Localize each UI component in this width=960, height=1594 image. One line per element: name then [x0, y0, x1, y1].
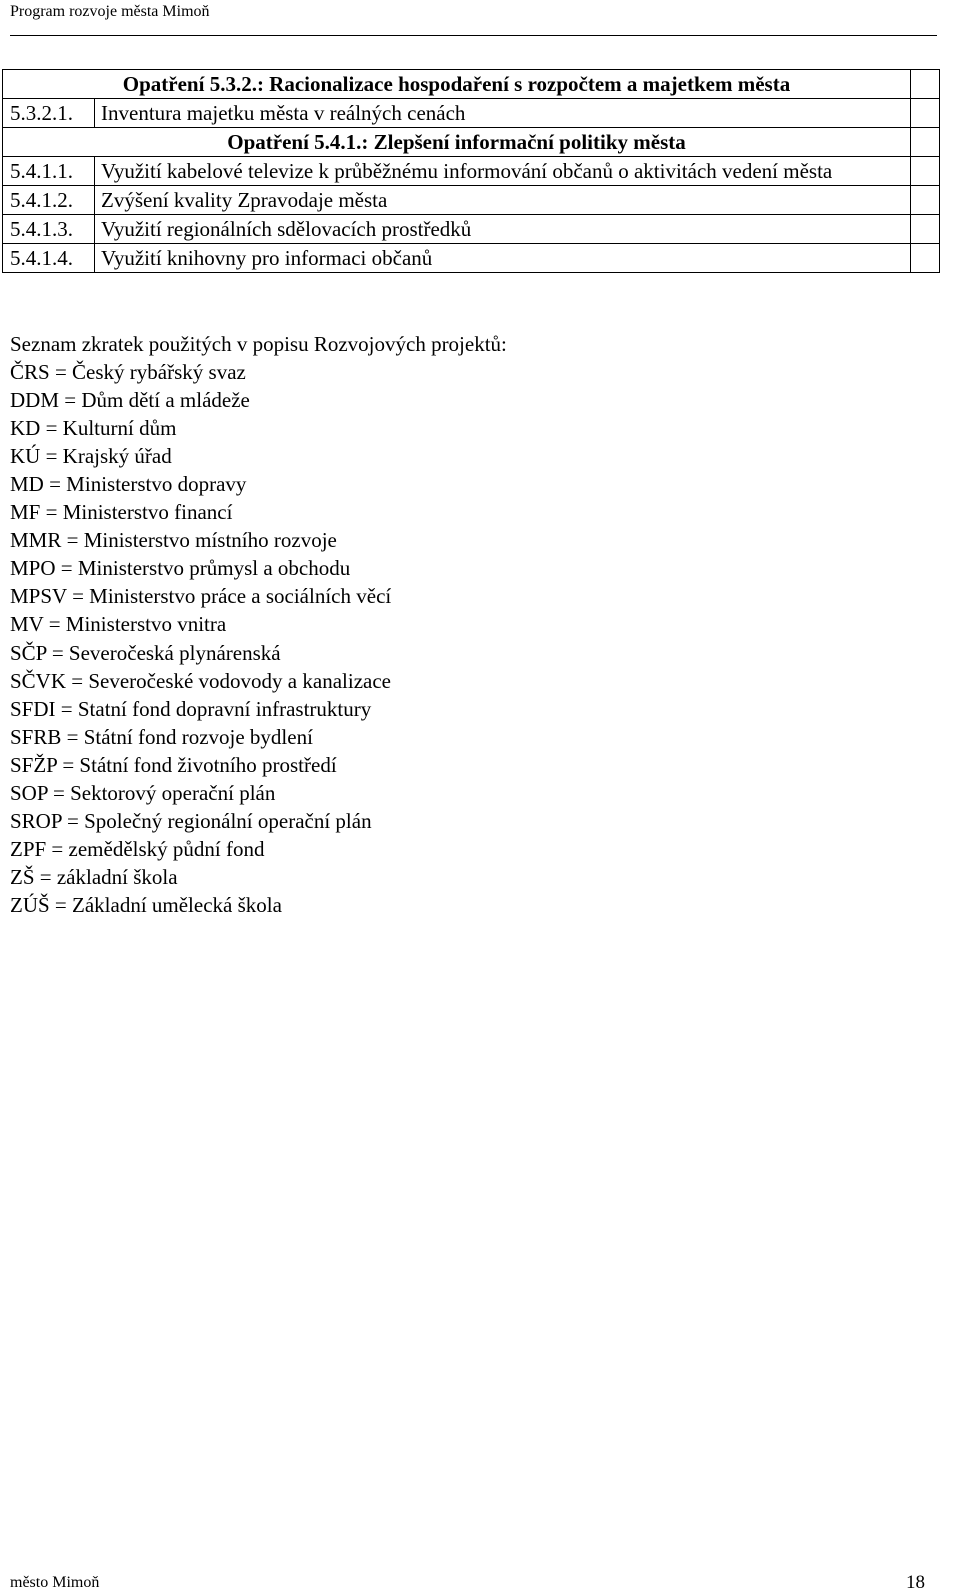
- abbreviation-item: ZÚŠ = Základní umělecká škola: [10, 892, 282, 917]
- project-code: 5.4.1.4.: [3, 244, 95, 273]
- abbreviation-item: MV = Ministerstvo vnitra: [10, 612, 227, 637]
- abbreviation-item: KÚ = Krajský úřad: [10, 444, 172, 469]
- abbreviation-item: MMR = Ministerstvo místního rozvoje: [10, 528, 337, 553]
- check-cell: [911, 157, 940, 186]
- abbreviation-item: MD = Ministerstvo dopravy: [10, 472, 247, 497]
- abbreviation-item: DDM = Dům dětí a mládeže: [10, 388, 250, 413]
- project-code: 5.4.1.3.: [3, 215, 95, 244]
- abbreviation-item: SČP = Severočeská plynárenská: [10, 640, 281, 665]
- abbreviation-item: SOP = Sektorový operační plán: [10, 780, 276, 805]
- measure-heading: Opatření 5.3.2.: Racionalizace hospodaření s rozpočtem a majetkem města: [3, 70, 911, 99]
- abbreviation-list: [10, 330, 507, 919]
- abbreviation-list-title: Seznam zkratek použitých v popisu Rozvojových projektů:: [10, 332, 507, 356]
- check-cell: [911, 186, 940, 215]
- abbreviation-item: ČRS = Český rybářský svaz: [10, 360, 246, 385]
- footer-town-name: město Mimoň: [10, 1574, 100, 1591]
- abbreviation-item: SFRB = Státní fond rozvoje bydlení: [10, 724, 313, 749]
- check-cell: [911, 128, 940, 157]
- abbreviation-item: SFDI = Statní fond dopravní infrastruktury: [10, 696, 372, 721]
- project-code: 5.3.2.1.: [3, 99, 95, 128]
- abbreviation-item: ZPF = zemědělský půdní fond: [10, 836, 265, 861]
- abbreviation-item: SROP = Společný regionální operační plán: [10, 808, 372, 833]
- table-row: [3, 99, 940, 128]
- check-cell: [911, 99, 940, 128]
- abbreviation-item: MF = Ministerstvo financí: [10, 500, 233, 525]
- page-header-title: Program rozvoje města Mimoň: [10, 3, 210, 20]
- page-number: 18: [906, 1572, 925, 1593]
- header-rule: [10, 35, 937, 36]
- table-heading-row: [3, 128, 940, 157]
- table-row: [3, 244, 940, 273]
- check-cell: [911, 244, 940, 273]
- table-heading-row: [3, 70, 940, 99]
- project-name: Zvýšení kvality Zpravodaje města: [95, 186, 911, 215]
- abbreviation-item: KD = Kulturní dům: [10, 416, 177, 441]
- project-name: Inventura majetku města v reálných cenách: [95, 99, 911, 128]
- check-cell: [911, 215, 940, 244]
- table-row: [3, 215, 940, 244]
- project-name: Využití kabelové televize k průběžnému informování občanů o aktivitách vedení města: [95, 157, 911, 186]
- measure-heading: Opatření 5.4.1.: Zlepšení informační politiky města: [3, 128, 911, 157]
- project-name: Využití regionálních sdělovacích prostředků: [95, 215, 911, 244]
- project-name: Využití knihovny pro informaci občanů: [95, 244, 911, 273]
- table-row: [3, 157, 940, 186]
- check-cell: [911, 70, 940, 99]
- project-code: 5.4.1.2.: [3, 186, 95, 215]
- abbreviation-item: MPO = Ministerstvo průmysl a obchodu: [10, 556, 351, 581]
- project-code: 5.4.1.1.: [3, 157, 95, 186]
- table-row: [3, 186, 940, 215]
- abbreviation-item: ZŠ = základní škola: [10, 864, 178, 889]
- abbreviation-item: SČVK = Severočeské vodovody a kanalizace: [10, 668, 391, 693]
- abbreviation-item: SFŽP = Státní fond životního prostředí: [10, 752, 337, 777]
- abbreviation-item: MPSV = Ministerstvo práce a sociálních věcí: [10, 584, 392, 609]
- measures-table: [2, 69, 940, 273]
